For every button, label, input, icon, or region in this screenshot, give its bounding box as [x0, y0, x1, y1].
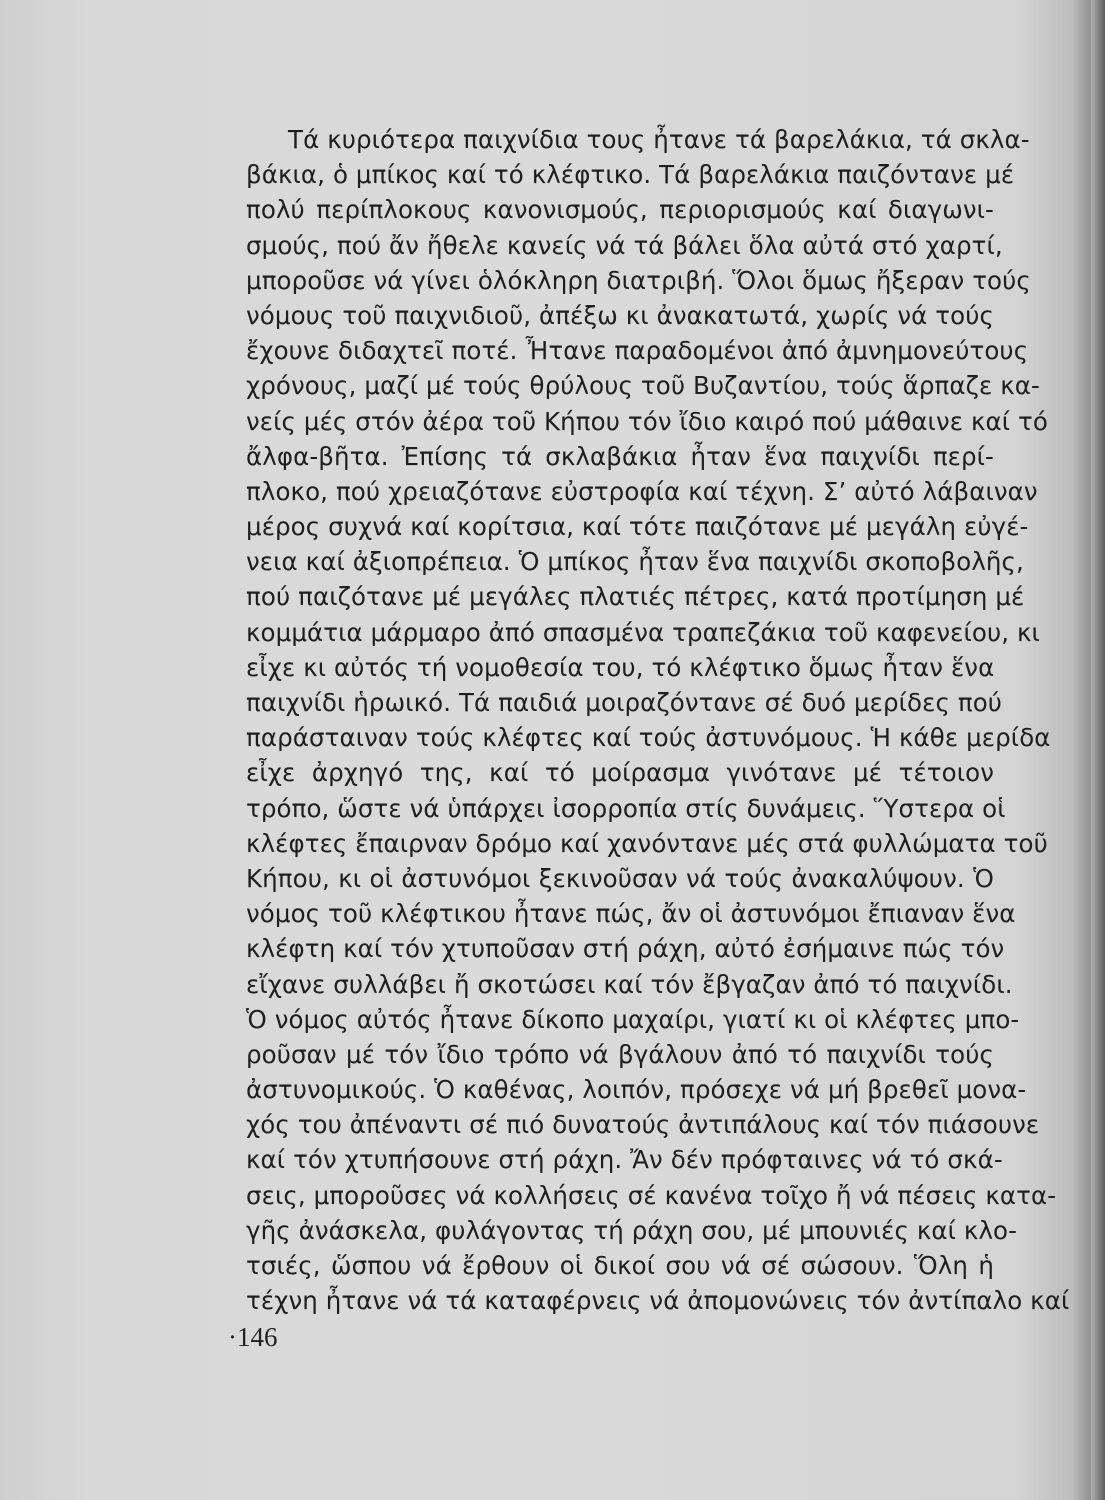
- text-line: τρόπο, ὥστε νά ὑπάρχει ἰσορροπία στίς δυνάμεις. Ὕστερα οἱ: [246, 793, 1006, 823]
- text-line: ἄλφα-βῆτα. Ἐπίσης τά σκλαβάκια ἦταν ἕνα παιχνίδι περί-: [246, 441, 994, 471]
- text-line: σμούς, πού ἄν ἤθελε κανείς νά τά βάλει ὅλα αὐτά στό χαρτί,: [246, 230, 1003, 260]
- page-binding-edge: [1091, 0, 1105, 1500]
- text-line: χός του ἀπέναντι σέ πιό δυνατούς ἀντιπάλους καί τόν πιάσουνε: [246, 1110, 1040, 1140]
- body-text: [246, 122, 1070, 1318]
- text-line: γῆς ἀνάσκελα, φυλάγοντας τή ράχη σου, μέ μπουνιές καί κλο-: [246, 1215, 1018, 1245]
- text-line: τέχνη ἦτανε νά τά καταφέρνεις νά ἀπομονώνεις τόν ἀντίπαλο καί: [246, 1286, 1070, 1316]
- text-line: ροῦσαν μέ τόν ἴδιο τρόπο νά βγάλουν ἀπό τό παιχνίδι τούς: [246, 1039, 994, 1069]
- text-line: πλοκο, πού χρειαζότανε εὐστροφία καί τέχνη. Σ’ αὐτό λάβαιναν: [246, 476, 1038, 506]
- text-line: νείς μές στόν ἀέρα τοῦ Κήπου τόν ἴδιο καιρό πού μάθαινε καί τό: [246, 406, 1048, 436]
- text-line: εἶχε κι αὐτός τή νομοθεσία του, τό κλέφτικο ὅμως ἦταν ἕνα: [246, 652, 995, 682]
- text-line: νόμους τοῦ παιχνιδιοῦ, ἀπέξω κι ἀνακατωτά, χωρίς νά τούς: [246, 300, 994, 330]
- text-line: κομμάτια μάρμαρο ἀπό σπασμένα τραπεζάκια τοῦ καφενείου, κι: [246, 617, 1040, 647]
- text-line: παιχνίδι ἡρωικό. Τά παιδιά μοιραζόντανε σέ δυό μερίδες πού: [246, 688, 1003, 717]
- text-line: πολύ περίπλοκους κανονισμούς, περιορισμούς καί διαγωνι-: [246, 195, 994, 225]
- text-line: παράσταιναν τούς κλέφτες καί τούς ἀστυνόμους. Ἡ κάθε μερίδα: [246, 723, 1051, 753]
- text-line: βάκια, ὁ μπίκος καί τό κλέφτικο. Τά βαρελάκια παιζόντανε μέ: [246, 160, 1015, 190]
- text-line: Ὁ νόμος αὐτός ἦτανε δίκοπο μαχαίρι, γιατί κι οἱ κλέφτες μπο-: [246, 1004, 1020, 1034]
- text-line: ἀστυνομικούς. Ὁ καθένας, λοιπόν, πρόσεχε νά μή βρεθεῖ μονα-: [246, 1075, 1027, 1105]
- text-line: Κήπου, κι οἱ ἀστυνόμοι ξεκινοῦσαν νά τούς ἀνακαλύψουν. Ὁ: [246, 863, 994, 893]
- text-line: εἴχανε συλλάβει ἤ σκοτώσει καί τόν ἔβγαζαν ἀπό τό παιχνίδι.: [246, 969, 1013, 999]
- text-line: μποροῦσε νά γίνει ὁλόκληρη διατριβή. Ὅλοι ὅμως ἤξεραν τούς: [246, 265, 1031, 295]
- text-line: κλέφτη καί τόν χτυποῦσαν στή ράχη, αὐτό ἐσήμαινε πώς τόν: [246, 934, 1005, 964]
- text-line: ἔχουνε διδαχτεῖ ποτέ. Ἦτανε παραδομένοι ἀπό ἀμνημονεύτους: [246, 336, 1029, 366]
- text-line: τσιές, ὥσπου νά ἔρθουν οἱ δικοί σου νά σέ σώσουν. Ὅλη ἡ: [246, 1251, 994, 1280]
- text-line: πού παιζότανε μέ μεγάλες πλατιές πέτρες, κατά προτίμηση μέ: [246, 582, 1025, 612]
- text-line: σεις, μποροῦσες νά κολλήσεις σέ κανένα τοῖχο ἤ νά πέσεις κατα-: [246, 1180, 1057, 1210]
- text-line: νεια καί ἀξιοπρέπεια. Ὁ μπίκος ἦταν ἕνα παιχνίδι σκοποβολῆς,: [246, 547, 1024, 577]
- text-line: χρόνους, μαζί μέ τούς θρύλους τοῦ Βυζαντίου, τούς ἅρπαζε κα-: [246, 371, 1040, 401]
- text-line: καί τόν χτυπήσουνε στή ράχη. Ἄν δέν πρόφταινες νά τό σκά-: [246, 1145, 1003, 1175]
- text-line: Τά κυριότερα παιχνίδια τους ἦτανε τά βαρελάκια, τά σκλα-: [288, 125, 1030, 154]
- text-line: μέρος συχνά καί κορίτσια, καί τότε παιζότανε μέ μεγάλη εὐγέ-: [246, 512, 1029, 542]
- text-line: κλέφτες ἔπαιρναν δρόμο καί χανόντανε μές στά φυλλώματα τοῦ: [246, 828, 1048, 858]
- text-line: εἶχε ἀρχηγό της, καί τό μοίρασμα γινότανε μέ τέτοιον: [246, 758, 994, 788]
- page-number: ·146: [228, 1322, 278, 1352]
- text-line: νόμος τοῦ κλέφτικου ἦτανε πώς, ἄν οἱ ἀστυνόμοι ἔπιαναν ἕνα: [246, 899, 1016, 929]
